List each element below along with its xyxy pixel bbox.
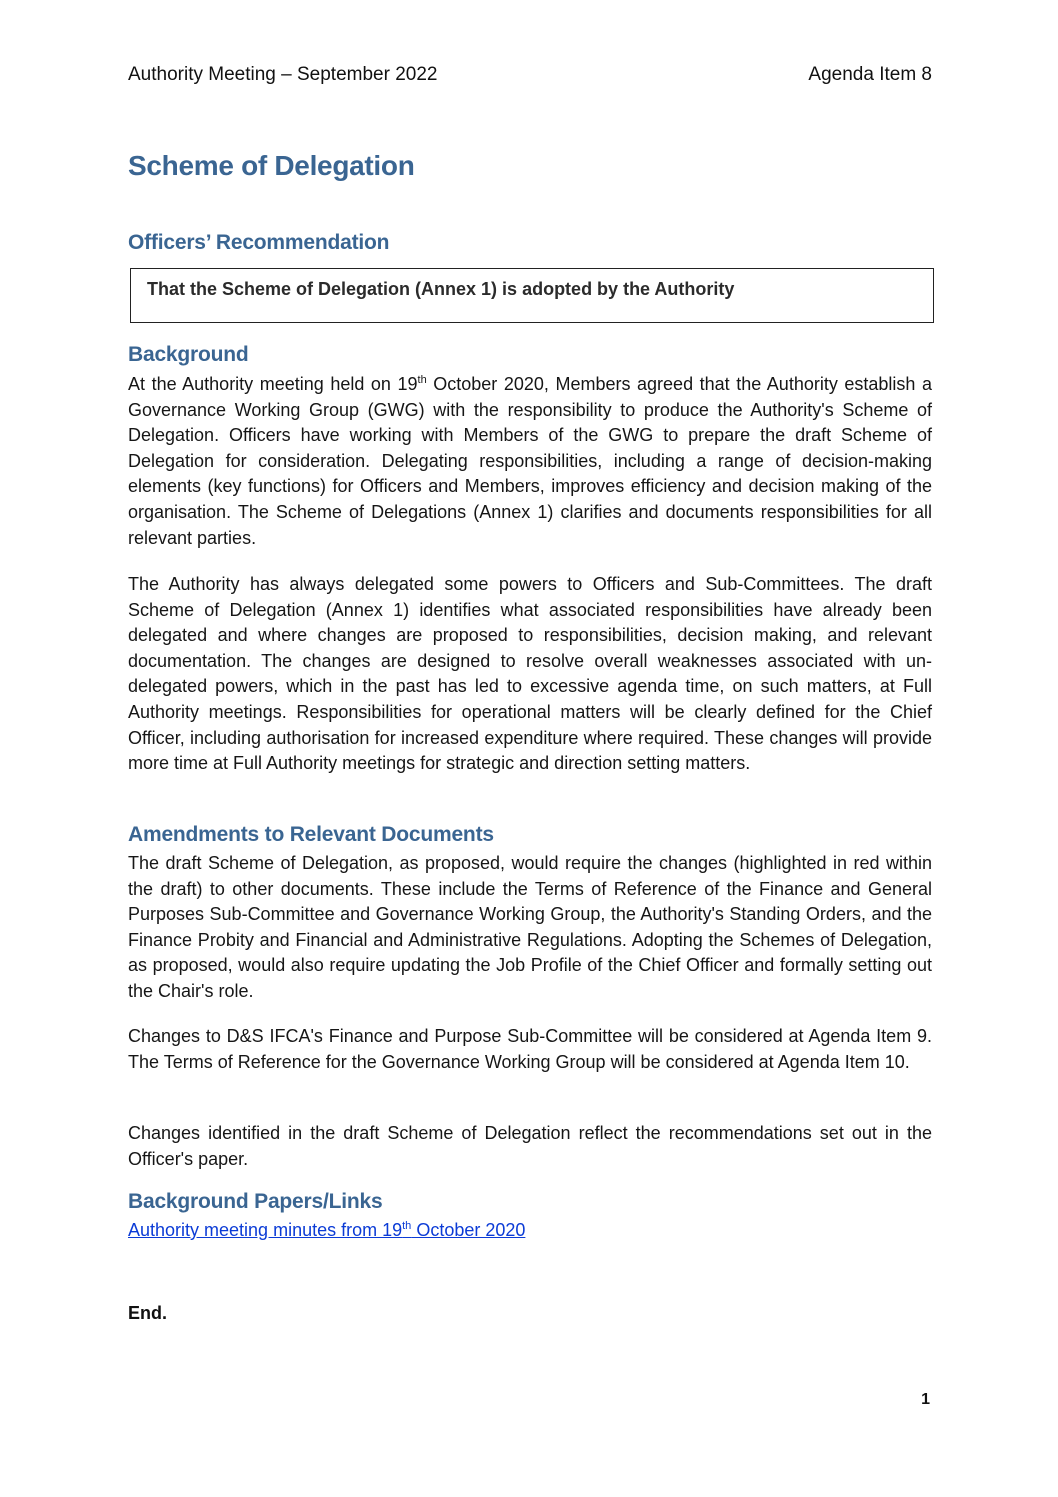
papers-heading: Background Papers/Links: [128, 1190, 383, 1213]
link-sup: th: [402, 1220, 412, 1232]
amendments-paragraph-2: Changes to D&S IFCA's Finance and Purpose Sub-Committee will be considered at Agenda Item 9. The Terms of Reference for the Governance Working Group will be considered at Agenda Item 10.: [128, 1026, 932, 1072]
bg-p1-after: October 2020, Members agreed that the Authority establish a Governance Working Group (GWG) with the responsibility to produce the Authority's Scheme of Delegation. Officers have working with Members of the GWG to prepare the draft Scheme of Delegation for consideration. Delegating responsibilities, including a range of decision-making elements (key functions) for Officers and Members, improves efficiency and decision making of the organisation. The Scheme of Delegations (Annex 1) clarifies and documents responsibilities for all relevant parties.: [128, 374, 932, 548]
end-marker: End.: [128, 1303, 167, 1323]
recommendation-box: [130, 268, 934, 323]
link-after: October 2020: [411, 1220, 526, 1240]
recommendation-text: That the Scheme of Delegation (Annex 1) is adopted by the Authority: [147, 279, 735, 299]
amendments-paragraph-3: Changes identified in the draft Scheme of Delegation reflect the recommendations set out in the Officer's paper.: [128, 1123, 932, 1169]
recommendation-heading: Officers’ Recommendation: [128, 231, 390, 254]
background-paragraph-2: The Authority has always delegated some powers to Officers and Sub-Committees. The draft Scheme of Delegation (Annex 1) identifies what associated responsibilities have already been delegated and where changes are proposed to responsibilities, decision making, and relevant documentation. The changes are designed to resolve overall weaknesses associated with un-delegated powers, which in the past has led to excessive agenda time, on such matters, at Full Authority meetings. Responsibilities for operational matters will be clearly defined for the Chief Officer, including authorisation for increased expenditure where required. These changes will provide more time at Full Authority meetings for strategic and direction setting matters.: [128, 574, 932, 774]
background-paragraph-1: [128, 372, 932, 551]
header-meeting: Authority Meeting – September 2022: [128, 64, 438, 85]
minutes-link[interactable]: [128, 1220, 525, 1241]
page-number: 1: [921, 1391, 930, 1408]
header-agenda-item: Agenda Item 8: [808, 64, 932, 85]
page-title: Scheme of Delegation: [128, 150, 415, 181]
page-header: [128, 64, 932, 92]
amendments-heading: Amendments to Relevant Documents: [128, 823, 494, 846]
background-heading: Background: [128, 343, 249, 366]
bg-p1-before: At the Authority meeting held on 19: [128, 374, 418, 394]
link-before: Authority meeting minutes from 19: [128, 1220, 403, 1240]
amendments-paragraph-1: The draft Scheme of Delegation, as proposed, would require the changes (highlighted in red within the draft) to other documents. These include the Terms of Reference of the Finance and General Purposes Sub-Committee and Governance Working Group, the Authority's Standing Orders, and the Finance Probity and Financial and Administrative Regulations. Adopting the Schemes of Delegation, as proposed, would also require updating the Job Profile of the Chief Officer and formally setting out the Chair's role.: [128, 853, 932, 1001]
bg-p1-sup: th: [417, 374, 427, 386]
